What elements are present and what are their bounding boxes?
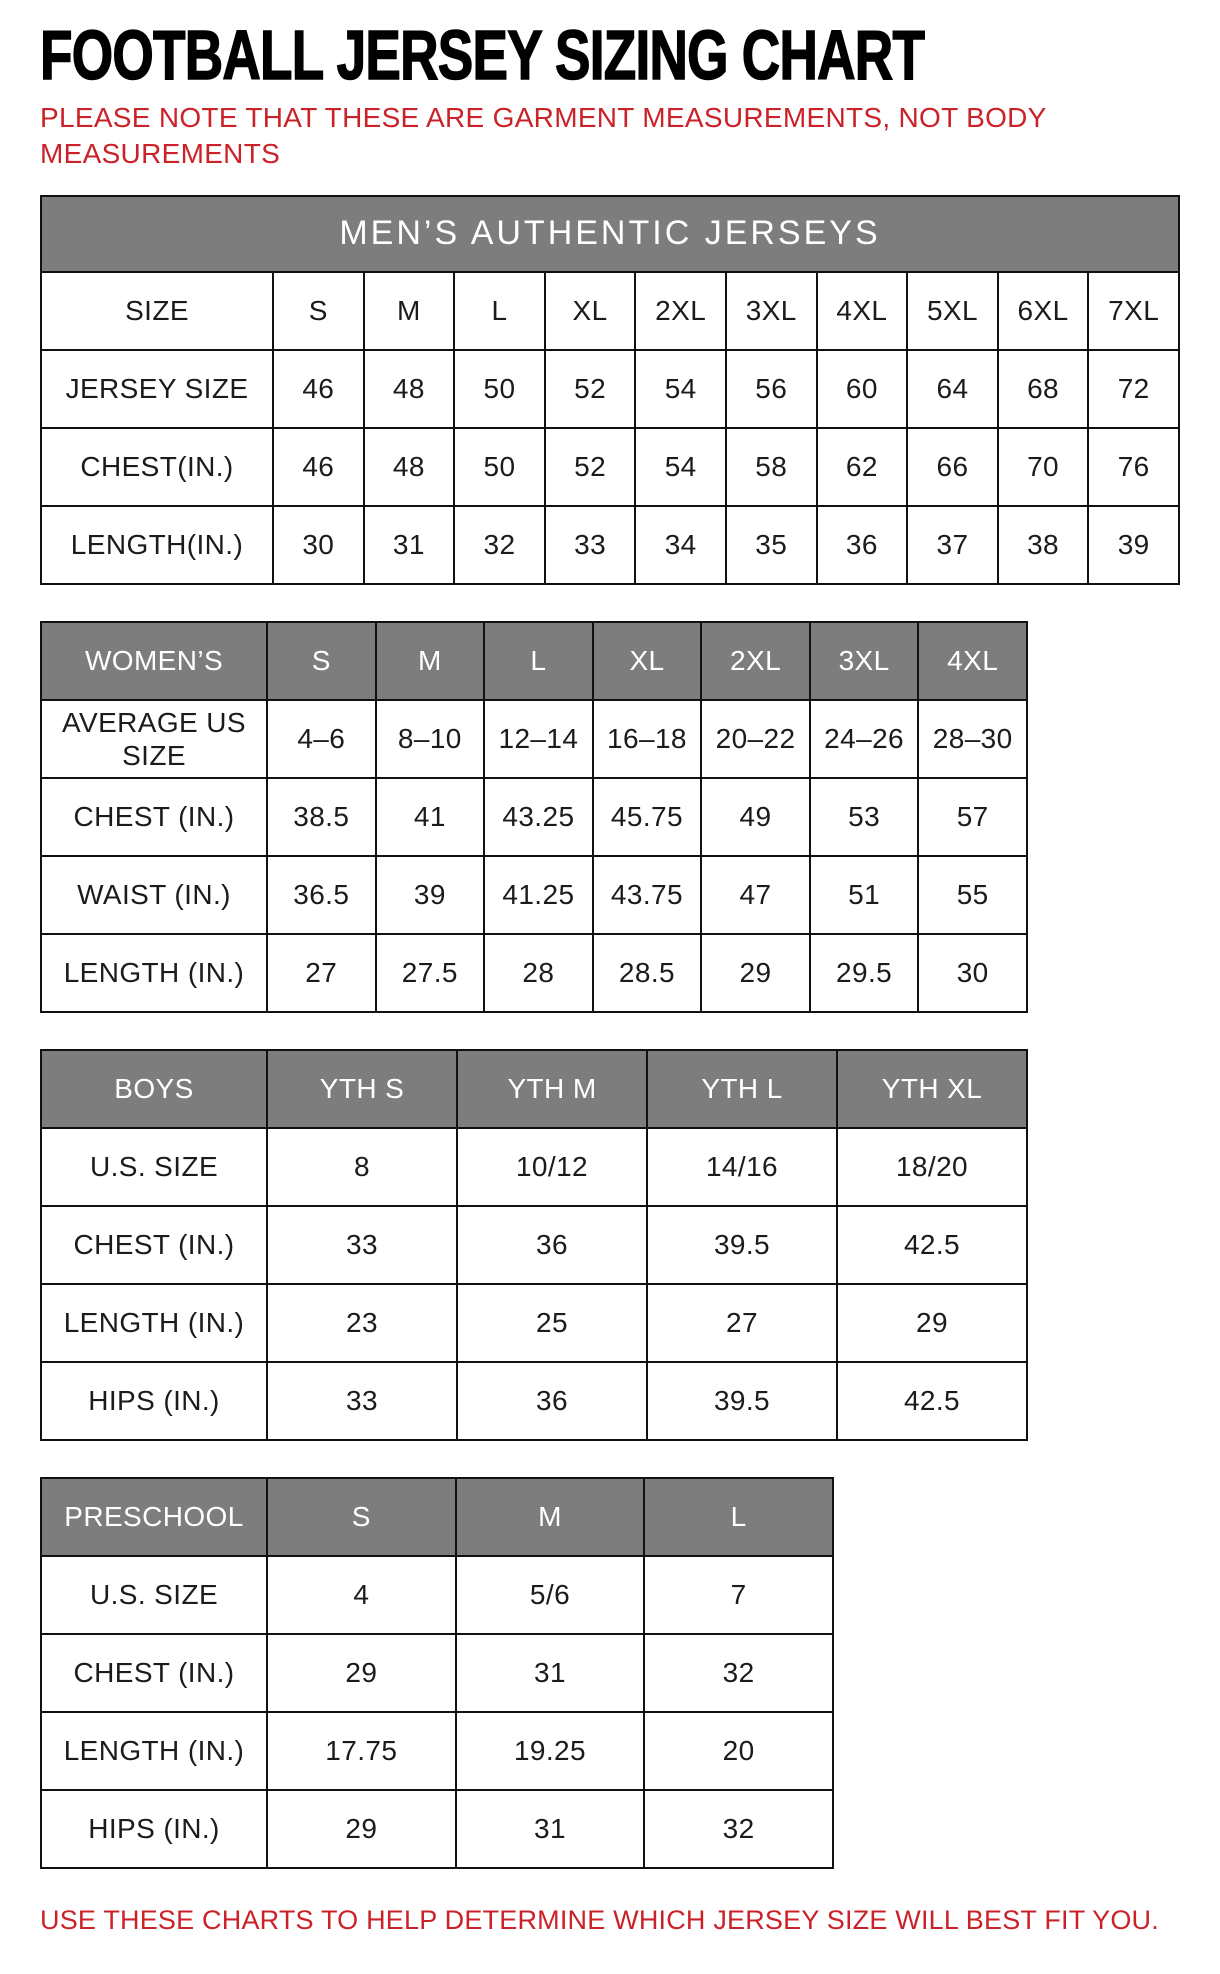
value-cell: 27 (647, 1284, 837, 1362)
value-cell: 28.5 (593, 934, 702, 1012)
row-label-cell: AVERAGE US SIZE (41, 700, 267, 778)
table-row (41, 1556, 833, 1634)
value-cell: 7 (644, 1556, 833, 1634)
preschool-size-table (40, 1477, 834, 1869)
value-cell: XL (545, 272, 636, 350)
size-column-header: YTH XL (837, 1050, 1027, 1128)
value-cell: 30 (273, 506, 364, 584)
size-column-header: M (376, 622, 485, 700)
table-header-row (41, 622, 1027, 700)
sizing-chart-document (40, 16, 1180, 1936)
value-cell: 36.5 (267, 856, 376, 934)
note-line-2: MEASUREMENTS (40, 138, 281, 170)
boys-size-table (40, 1049, 1028, 1441)
note-line-1: PLEASE NOTE THAT THESE ARE GARMENT MEASUREMENTS, NOT BODY (40, 102, 1047, 133)
value-cell: 60 (817, 350, 908, 428)
table-row (41, 700, 1027, 778)
value-cell: 12–14 (484, 700, 593, 778)
womens-size-table (40, 621, 1028, 1013)
value-cell: 36 (817, 506, 908, 584)
value-cell: 25 (457, 1284, 647, 1362)
value-cell: 39 (376, 856, 485, 934)
value-cell: 52 (545, 428, 636, 506)
table-row (41, 778, 1027, 856)
row-label-cell: WAIST (IN.) (41, 856, 267, 934)
value-cell: 20–22 (701, 700, 810, 778)
size-column-header: YTH S (267, 1050, 457, 1128)
table-row (41, 1128, 1027, 1206)
value-cell: 4XL (817, 272, 908, 350)
value-cell: M (364, 272, 455, 350)
value-cell: 66 (907, 428, 998, 506)
table-row (41, 1790, 833, 1868)
value-cell: 16–18 (593, 700, 702, 778)
table-header-row (41, 1050, 1027, 1128)
row-label-cell: HIPS (IN.) (41, 1790, 267, 1868)
table-row (41, 506, 1179, 584)
value-cell: 23 (267, 1284, 457, 1362)
row-label-cell: CHEST (IN.) (41, 778, 267, 856)
value-cell: 6XL (998, 272, 1089, 350)
value-cell: 38 (998, 506, 1089, 584)
value-cell: 68 (998, 350, 1089, 428)
row-label-cell: CHEST (IN.) (41, 1206, 267, 1284)
value-cell: 27.5 (376, 934, 485, 1012)
value-cell: 35 (726, 506, 817, 584)
value-cell: 54 (635, 428, 726, 506)
value-cell: 72 (1088, 350, 1179, 428)
value-cell: 57 (918, 778, 1027, 856)
value-cell: 31 (456, 1790, 645, 1868)
value-cell: 46 (273, 428, 364, 506)
value-cell: 49 (701, 778, 810, 856)
row-label-cell: U.S. SIZE (41, 1128, 267, 1206)
value-cell: 33 (267, 1362, 457, 1440)
value-cell: 43.75 (593, 856, 702, 934)
value-cell: 32 (644, 1634, 833, 1712)
table-row (41, 856, 1027, 934)
table-name-cell: BOYS (41, 1050, 267, 1128)
value-cell: 36 (457, 1206, 647, 1284)
mens-table-section (40, 195, 1180, 585)
value-cell: 52 (545, 350, 636, 428)
value-cell: 29.5 (810, 934, 919, 1012)
value-cell: 42.5 (837, 1206, 1027, 1284)
value-cell: 2XL (635, 272, 726, 350)
table-row (41, 428, 1179, 506)
value-cell: 29 (267, 1790, 456, 1868)
value-cell: 34 (635, 506, 726, 584)
table-row (41, 1206, 1027, 1284)
table-row (41, 350, 1179, 428)
row-label-cell: LENGTH (IN.) (41, 1284, 267, 1362)
value-cell: 43.25 (484, 778, 593, 856)
value-cell: 31 (364, 506, 455, 584)
value-cell: 36 (457, 1362, 647, 1440)
value-cell: 3XL (726, 272, 817, 350)
value-cell: 33 (267, 1206, 457, 1284)
table-row (41, 934, 1027, 1012)
table-name-cell: PRESCHOOL (41, 1478, 267, 1556)
mens-table-title: MEN’S AUTHENTIC JERSEYS (40, 195, 1180, 271)
size-column-header: 2XL (701, 622, 810, 700)
mens-size-table (40, 271, 1180, 585)
value-cell: 47 (701, 856, 810, 934)
size-column-header: M (456, 1478, 645, 1556)
table-row (41, 1284, 1027, 1362)
value-cell: 39.5 (647, 1206, 837, 1284)
value-cell: 48 (364, 350, 455, 428)
value-cell: 54 (635, 350, 726, 428)
row-label-cell: LENGTH(IN.) (41, 506, 273, 584)
size-column-header: 3XL (810, 622, 919, 700)
row-label-cell: HIPS (IN.) (41, 1362, 267, 1440)
table-row (41, 1712, 833, 1790)
table-name-cell: WOMEN’S (41, 622, 267, 700)
value-cell: 41 (376, 778, 485, 856)
value-cell: 56 (726, 350, 817, 428)
value-cell: 27 (267, 934, 376, 1012)
value-cell: L (454, 272, 545, 350)
value-cell: 32 (644, 1790, 833, 1868)
value-cell: 48 (364, 428, 455, 506)
value-cell: 37 (907, 506, 998, 584)
value-cell: 45.75 (593, 778, 702, 856)
size-column-header: YTH L (647, 1050, 837, 1128)
row-label-cell: CHEST (IN.) (41, 1634, 267, 1712)
value-cell: 58 (726, 428, 817, 506)
value-cell: 31 (456, 1634, 645, 1712)
value-cell: 14/16 (647, 1128, 837, 1206)
value-cell: 8–10 (376, 700, 485, 778)
value-cell: 30 (918, 934, 1027, 1012)
value-cell: 76 (1088, 428, 1179, 506)
value-cell: 4–6 (267, 700, 376, 778)
value-cell: 41.25 (484, 856, 593, 934)
size-column-header: 4XL (918, 622, 1027, 700)
value-cell: 4 (267, 1556, 456, 1634)
value-cell: 29 (267, 1634, 456, 1712)
row-label-cell: U.S. SIZE (41, 1556, 267, 1634)
row-label-cell: LENGTH (IN.) (41, 934, 267, 1012)
table-row (41, 1362, 1027, 1440)
value-cell: 70 (998, 428, 1089, 506)
table-row (41, 1634, 833, 1712)
size-column-header: XL (593, 622, 702, 700)
value-cell: 18/20 (837, 1128, 1027, 1206)
value-cell: 38.5 (267, 778, 376, 856)
size-column-header: L (484, 622, 593, 700)
value-cell: 8 (267, 1128, 457, 1206)
value-cell: 39 (1088, 506, 1179, 584)
table-row (41, 272, 1179, 350)
value-cell: 29 (701, 934, 810, 1012)
size-column-header: S (267, 1478, 456, 1556)
value-cell: 17.75 (267, 1712, 456, 1790)
value-cell: 24–26 (810, 700, 919, 778)
value-cell: 10/12 (457, 1128, 647, 1206)
row-label-cell: JERSEY SIZE (41, 350, 273, 428)
value-cell: S (273, 272, 364, 350)
value-cell: 5XL (907, 272, 998, 350)
size-column-header: L (644, 1478, 833, 1556)
value-cell: 7XL (1088, 272, 1179, 350)
row-label-cell: CHEST(IN.) (41, 428, 273, 506)
value-cell: 50 (454, 428, 545, 506)
value-cell: 19.25 (456, 1712, 645, 1790)
value-cell: 32 (454, 506, 545, 584)
value-cell: 53 (810, 778, 919, 856)
value-cell: 20 (644, 1712, 833, 1790)
value-cell: 39.5 (647, 1362, 837, 1440)
value-cell: 5/6 (456, 1556, 645, 1634)
footer-note: USE THESE CHARTS TO HELP DETERMINE WHICH JERSEY SIZE WILL BEST FIT YOU. (40, 1904, 1159, 1935)
value-cell: 29 (837, 1284, 1027, 1362)
page-title: FOOTBALL JERSEY SIZING CHART (40, 16, 925, 94)
value-cell: 51 (810, 856, 919, 934)
value-cell: 28 (484, 934, 593, 1012)
row-label-cell: SIZE (41, 272, 273, 350)
value-cell: 50 (454, 350, 545, 428)
value-cell: 33 (545, 506, 636, 584)
size-column-header: S (267, 622, 376, 700)
value-cell: 28–30 (918, 700, 1027, 778)
value-cell: 42.5 (837, 1362, 1027, 1440)
row-label-cell: LENGTH (IN.) (41, 1712, 267, 1790)
value-cell: 55 (918, 856, 1027, 934)
value-cell: 64 (907, 350, 998, 428)
value-cell: 62 (817, 428, 908, 506)
value-cell: 46 (273, 350, 364, 428)
table-header-row (41, 1478, 833, 1556)
size-column-header: YTH M (457, 1050, 647, 1128)
measurement-note (40, 100, 1180, 173)
